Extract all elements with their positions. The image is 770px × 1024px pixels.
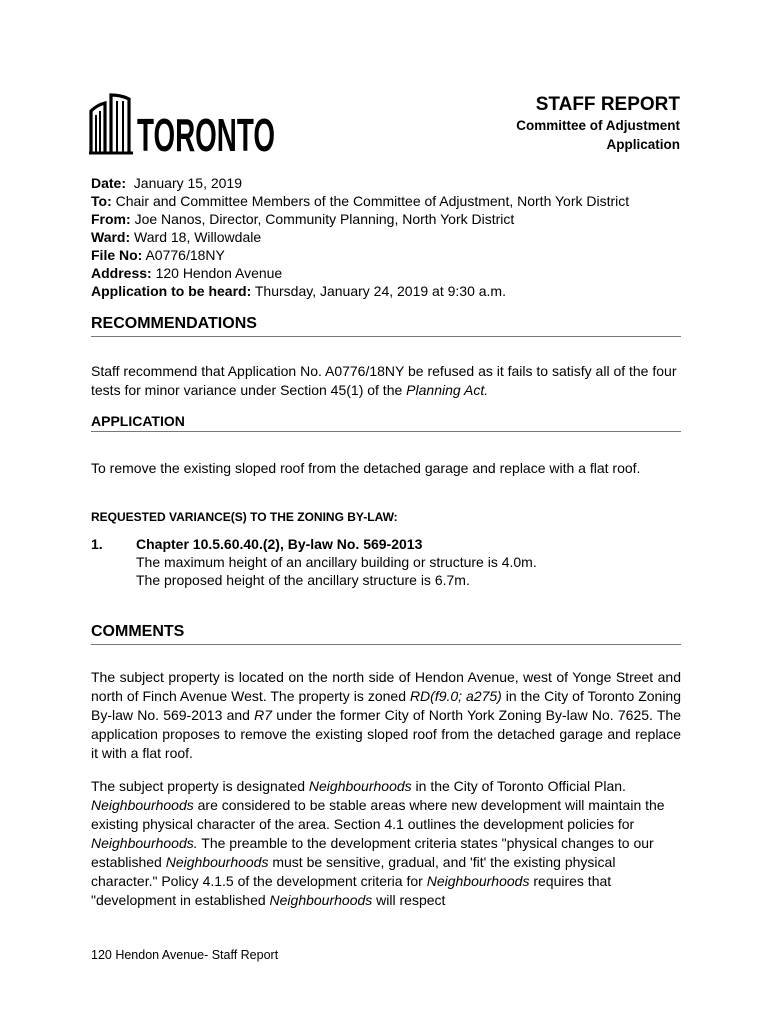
report-subtitle-line1: Committee of Adjustment [516,118,680,133]
toronto-logo [89,93,279,161]
comments-paragraph-1: The subject property is located on the north side of Hendon Avenue, west of Yonge Street and north of Finch Avenue West. The property is zoned RD(f9.0; a275) in the City of Toronto Zoning By-law No. 569-2013 and R7 under the former City of North York Zoning By-law No. 7625. The application proposes to remove the existing sloped roof from the detached garage and replace it with a flat roof. [91,669,682,761]
meta-to: To: Chair and Committee Members of the Committee of Adjustment, North York District [91,193,630,209]
application-text: To remove the existing sloped roof from the detached garage and replace with a flat roof. [91,460,641,476]
report-metadata [91,174,629,300]
meta-ward: Ward: Ward 18, Willowdale [91,229,262,245]
variances-heading: REQUESTED VARIANCE(S) TO THE ZONING BY-LAW: [91,510,398,524]
meta-address: Address: 120 Hendon Avenue [91,265,283,281]
application-heading: APPLICATION [91,412,681,432]
comments-heading: COMMENTS [91,622,681,645]
page-footer: 120 Hendon Avenue- Staff Report [91,948,279,962]
recommendations-text: Staff recommend that Application No. A0776/18NY be refused as it fails to satisfy all of the four tests for minor variance under Section 45(1) of the Planning Act. [91,363,677,398]
variance-line-2: The proposed height of the ancillary structure is 6.7m. [136,572,470,588]
recommendations-heading: RECOMMENDATIONS [91,314,681,337]
meta-hearing: Application to be heard: Thursday, January 24, 2019 at 9:30 a.m. [91,283,506,299]
meta-date: Date: January 15, 2019 [91,175,242,191]
comments-paragraph-2: The subject property is designated Neighbourhoods in the City of Toronto Official Plan. Neighbourhoods are considered to be stable areas where new development will maintain the existing physical character of the area. Section 4.1 outlines the development policies for Neighbourhoods. The preamble to the development criteria states "physical changes to our established Neighbourhoods must be sensitive, gradual, and 'fit' the existing physical character." Policy 4.1.5 of the development criteria for Neighbourhoods requires that "development in established Neighbourhoods will respect [91,778,665,908]
meta-from: From: Joe Nanos, Director, Community Planning, North York District [91,211,515,227]
report-title: STAFF REPORT [535,94,680,115]
logo-wordmark: TORONTO [137,109,275,161]
meta-file-no: File No: A0776/18NY [91,247,225,263]
variance-number: 1. [91,536,103,552]
report-subtitle-line2: Application [606,137,680,152]
variance-line-1: The maximum height of an ancillary building or structure is 4.0m. [136,554,537,570]
report-header [516,94,680,154]
variance-title: Chapter 10.5.60.40.(2), By-law No. 569-2013 [136,536,423,552]
city-hall-icon [89,93,279,161]
